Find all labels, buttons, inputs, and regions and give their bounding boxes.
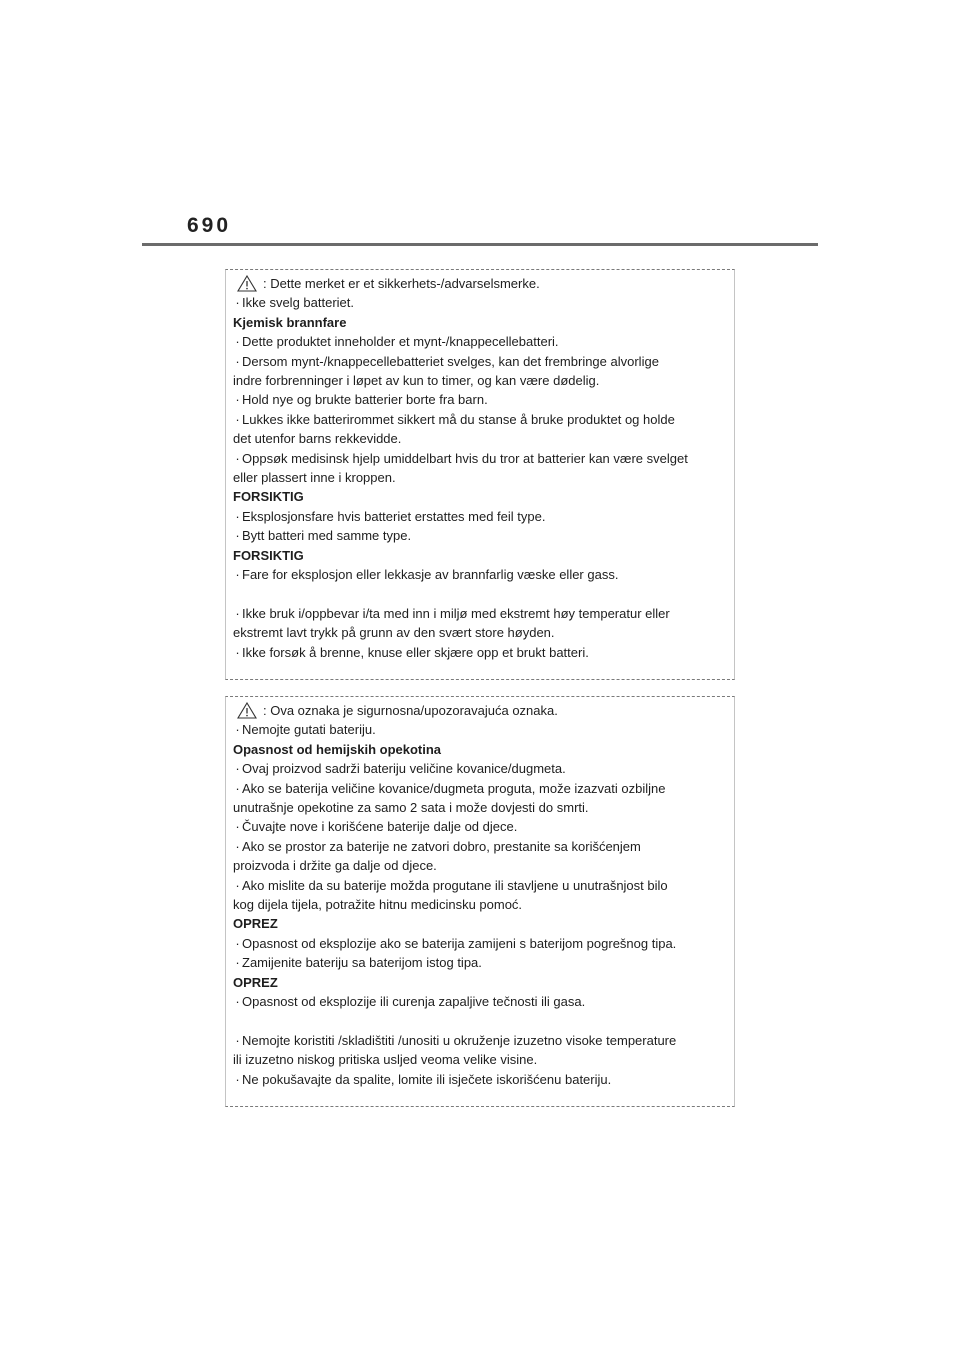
bullet-dot-icon: · bbox=[235, 722, 240, 738]
header-rule bbox=[142, 243, 818, 246]
line-text: Opasnost od eksplozije ako se baterija zamijeni s baterijom pogrešnog tipa. bbox=[242, 935, 677, 951]
text-line bbox=[233, 371, 734, 390]
blank-line bbox=[233, 585, 734, 604]
text-line bbox=[233, 449, 734, 468]
text-line bbox=[233, 623, 734, 642]
text-line bbox=[233, 565, 734, 584]
text-line bbox=[233, 507, 734, 526]
line-text: Ikke bruk i/oppbevar i/ta med inn i miljø med ekstremt høy temperatur eller bbox=[242, 605, 670, 621]
bullet-dot-icon: · bbox=[235, 353, 240, 369]
section-heading bbox=[233, 914, 734, 933]
line-text: Ikke forsøk å brenne, knuse eller skjære opp et brukt batteri. bbox=[242, 644, 589, 660]
text-line bbox=[233, 1070, 734, 1089]
line-text: unutrašnje opekotine za samo 2 sata i može dovjesti do smrti. bbox=[233, 800, 589, 816]
bullet-dot-icon: · bbox=[235, 295, 240, 311]
text-line bbox=[233, 856, 734, 875]
blank-line bbox=[233, 1012, 734, 1031]
section-heading bbox=[233, 487, 734, 506]
line-text: Ako mislite da su baterije možda progutane ili stavljene u unutrašnjost bilo bbox=[242, 877, 668, 893]
text-line bbox=[233, 332, 734, 351]
text-line bbox=[233, 817, 734, 836]
bullet-dot-icon: · bbox=[235, 508, 240, 524]
line-text: FORSIKTIG bbox=[233, 547, 304, 563]
text-line bbox=[233, 953, 734, 972]
bullet-dot-icon: · bbox=[235, 567, 240, 583]
text-line bbox=[233, 1031, 734, 1050]
bullet-dot-icon: · bbox=[235, 955, 240, 971]
text-line bbox=[233, 643, 734, 662]
bullet-dot-icon: · bbox=[235, 644, 240, 660]
line-text: det utenfor barns rekkevidde. bbox=[233, 431, 402, 447]
section-heading bbox=[233, 973, 734, 992]
line-text: Ako se prostor za baterije ne zatvori dobro, prestanite sa korišćenjem bbox=[242, 838, 641, 854]
text-line bbox=[233, 934, 734, 953]
warning-label: : Ova oznaka je sigurnosna/upozoravajuća oznaka. bbox=[263, 703, 558, 718]
line-text: Čuvajte nove i korišćene baterije dalje od djece. bbox=[242, 819, 518, 835]
line-text: Ako se baterija veličine kovanice/dugmeta proguta, može izazvati ozbiljne bbox=[242, 780, 666, 796]
bullet-dot-icon: · bbox=[235, 528, 240, 544]
bullet-dot-icon: · bbox=[235, 761, 240, 777]
line-text: Opasnost od eksplozije ili curenja zapaljive tečnosti ili gasa. bbox=[242, 994, 586, 1010]
bullet-dot-icon: · bbox=[235, 994, 240, 1010]
bullet-dot-icon: · bbox=[235, 838, 240, 854]
line-text: Lukkes ikke batterirommet sikkert må du stanse å bruke produktet og holde bbox=[242, 411, 675, 427]
line-text: Nemojte gutati bateriju. bbox=[242, 722, 376, 738]
text-line bbox=[233, 779, 734, 798]
warning-line bbox=[233, 701, 734, 720]
line-text: kog dijela tijela, potražite hitnu medicinsku pomoć. bbox=[233, 897, 523, 913]
text-line bbox=[233, 468, 734, 487]
line-text: OPREZ bbox=[233, 916, 278, 932]
warning-text-lines bbox=[233, 720, 734, 1089]
line-text: eller plassert inne i kroppen. bbox=[233, 470, 396, 486]
bullet-dot-icon: · bbox=[235, 392, 240, 408]
text-line bbox=[233, 798, 734, 817]
warning-box-norwegian bbox=[225, 269, 735, 680]
text-line bbox=[233, 293, 734, 312]
section-heading bbox=[233, 740, 734, 759]
bullet-dot-icon: · bbox=[235, 819, 240, 835]
bullet-dot-icon: · bbox=[235, 780, 240, 796]
line-text: Fare for eksplosjon eller lekkasje av brannfarlig væske eller gass. bbox=[242, 567, 619, 583]
warning-box-croatian bbox=[225, 696, 735, 1107]
line-text: Oppsøk medisinsk hjelp umiddelbart hvis du tror at batterier kan være svelget bbox=[242, 450, 688, 466]
text-line bbox=[233, 759, 734, 778]
text-line bbox=[233, 992, 734, 1011]
text-line bbox=[233, 1050, 734, 1069]
line-text: Ikke svelg batteriet. bbox=[242, 295, 354, 311]
line-text: Bytt batteri med samme type. bbox=[242, 528, 412, 544]
bullet-dot-icon: · bbox=[235, 605, 240, 621]
line-text: ekstremt lavt trykk på grunn av den svært store høyden. bbox=[233, 625, 555, 641]
line-text: Kjemisk brannfare bbox=[233, 314, 347, 330]
line-text: indre forbrenninger i løpet av kun to timer, og kan være dødelig. bbox=[233, 373, 600, 389]
bullet-dot-icon: · bbox=[235, 411, 240, 427]
text-line bbox=[233, 352, 734, 371]
line-text: Eksplosjonsfare hvis batteriet erstattes med feil type. bbox=[242, 508, 546, 524]
warning-triangle-icon bbox=[237, 275, 257, 292]
warning-line bbox=[233, 274, 734, 293]
bullet-dot-icon: · bbox=[235, 1071, 240, 1087]
section-heading bbox=[233, 546, 734, 565]
text-line bbox=[233, 390, 734, 409]
bullet-dot-icon: · bbox=[235, 334, 240, 350]
warning-label: : Dette merket er et sikkerhets-/advarselsmerke. bbox=[263, 276, 540, 291]
bullet-dot-icon: · bbox=[235, 935, 240, 951]
line-text: Dette produktet inneholder et mynt-/knappecellebatteri. bbox=[242, 334, 559, 350]
line-text: proizvoda i držite ga dalje od djece. bbox=[233, 858, 437, 874]
line-text: Ovaj proizvod sadrži bateriju veličine kovanice/dugmeta. bbox=[242, 761, 566, 777]
line-text: Zamijenite bateriju sa baterijom istog tipa. bbox=[242, 955, 482, 971]
line-text: Opasnost od hemijskih opekotina bbox=[233, 741, 442, 757]
line-text: OPREZ bbox=[233, 974, 278, 990]
text-line bbox=[233, 720, 734, 739]
bullet-dot-icon: · bbox=[235, 450, 240, 466]
line-text: Dersom mynt-/knappecellebatteriet svelges, kan det frembringe alvorlige bbox=[242, 353, 659, 369]
text-line bbox=[233, 895, 734, 914]
text-line bbox=[233, 604, 734, 623]
bullet-dot-icon: · bbox=[235, 877, 240, 893]
line-text: ili izuzetno niskog pritiska usljed veoma velike visine. bbox=[233, 1052, 538, 1068]
warning-triangle-icon bbox=[237, 702, 257, 719]
text-line bbox=[233, 526, 734, 545]
page-number: 690 bbox=[187, 214, 232, 237]
line-text: Ne pokušavajte da spalite, lomite ili isječete iskorišćenu bateriju. bbox=[242, 1071, 612, 1087]
text-line bbox=[233, 876, 734, 895]
line-text: Hold nye og brukte batterier borte fra barn. bbox=[242, 392, 488, 408]
bullet-dot-icon: · bbox=[235, 1032, 240, 1048]
warning-text-lines bbox=[233, 293, 734, 662]
line-text: FORSIKTIG bbox=[233, 489, 304, 505]
section-heading bbox=[233, 313, 734, 332]
text-line bbox=[233, 429, 734, 448]
text-line bbox=[233, 837, 734, 856]
text-line bbox=[233, 410, 734, 429]
line-text: Nemojte koristiti /skladištiti /unositi u okruženje izuzetno visoke temperature bbox=[242, 1032, 677, 1048]
